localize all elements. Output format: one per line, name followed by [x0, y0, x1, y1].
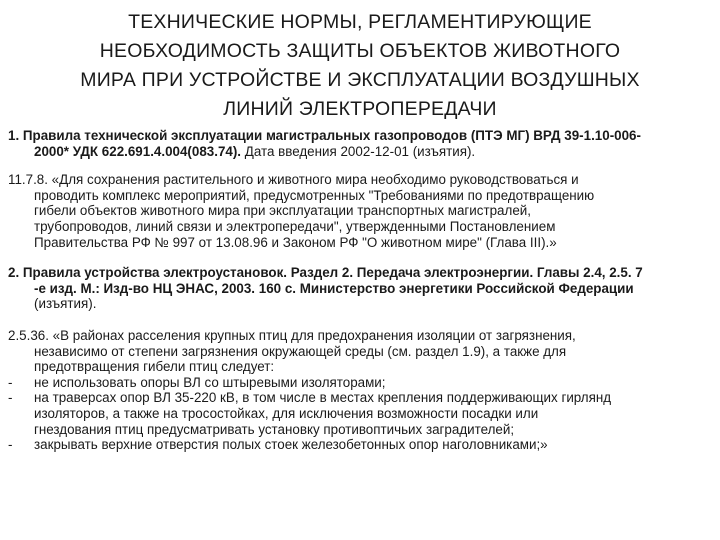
text-line: закрывать верхние отверстия полых стоек железобетонных опор наголовниками;»	[34, 437, 548, 453]
text-line: не использовать опоры ВЛ со штыревыми изоляторами;	[34, 374, 386, 390]
text-line: гнездования птиц предусматривать установку противоптичьих заградителей;	[34, 421, 515, 437]
text-line: изоляторов, а также на тросостойках, для исключения возможности посадки или	[34, 405, 539, 421]
rule-1-heading-cont: 2000* УДК 622.691.4.004(083.74).	[34, 143, 242, 159]
text-line: независимо от степени загрязнения окружающей среды (см. раздел 1.9), а также для	[34, 343, 567, 359]
text-line: трубопроводов, линий связи и электропередачи", утвержденными Постановлением	[34, 218, 556, 234]
list-item	[8, 390, 712, 437]
rule-2-note: (изъятия).	[34, 296, 97, 312]
rule-1-date: Дата введения 2002-12-01 (изъятия).	[241, 143, 476, 159]
paragraph-11-7-8	[8, 172, 712, 250]
rule-2-heading-cont: -е изд. М.: Изд-во НЦ ЭНАС, 2003. 160 с. Министерство энергетики Российской Федерации	[34, 280, 634, 296]
text-line: на траверсах опор ВЛ 35-220 кВ, в том числе в местах крепления поддерживающих гирлянд	[34, 390, 612, 406]
text-line: предотвращения гибели птиц следует:	[34, 359, 275, 375]
list-item	[8, 375, 712, 391]
title-line: ТЕХНИЧЕСКИЕ НОРМЫ, РЕГЛАМЕНТИРУЮЩИЕ	[128, 11, 592, 33]
slide-body	[8, 128, 712, 453]
text-line: гибели объектов животного мира при эксплуатации транспортных магистралей,	[34, 203, 531, 219]
title-line: МИРА ПРИ УСТРОЙСТВЕ И ЭКСПЛУАТАЦИИ ВОЗДУШНЫХ	[80, 69, 640, 91]
paragraph-2-5-36	[8, 328, 712, 453]
text-line: проводить комплекс мероприятий, предусмотренных "Требованиями по предотвращению	[34, 187, 595, 203]
rule-1-heading: 1. Правила технической эксплуатации магистральных газопроводов (ПТЭ МГ) ВРД 39-1.10-006-	[8, 128, 641, 143]
slide-title	[40, 8, 680, 124]
title-line: НЕОБХОДИМОСТЬ ЗАЩИТЫ ОБЪЕКТОВ ЖИВОТНОГО	[99, 40, 621, 62]
rule-2-heading: 2. Правила устройства электроустановок. Раздел 2. Передача электроэнергии. Главы 2.4, 2.5. 7	[8, 265, 643, 281]
list-item	[8, 437, 712, 453]
title-line: ЛИНИЙ ЭЛЕКТРОПЕРЕДАЧИ	[223, 98, 497, 120]
text-line: Правительства РФ № 997 от 13.08.96 и Законом РФ "О животном мире" (Глава III).»	[34, 234, 557, 250]
paragraph-rule-2	[8, 265, 712, 312]
dash-marker: -	[8, 437, 13, 453]
text-line: 11.7.8. «Для сохранения растительного и животного мира необходимо руководствоваться и	[8, 172, 579, 188]
text-line: 2.5.36. «В районах расселения крупных птиц для предохранения изоляции от загрязнения,	[8, 327, 576, 343]
dash-marker: -	[8, 390, 13, 406]
paragraph-rule-1	[8, 128, 712, 159]
dash-marker: -	[8, 374, 13, 390]
